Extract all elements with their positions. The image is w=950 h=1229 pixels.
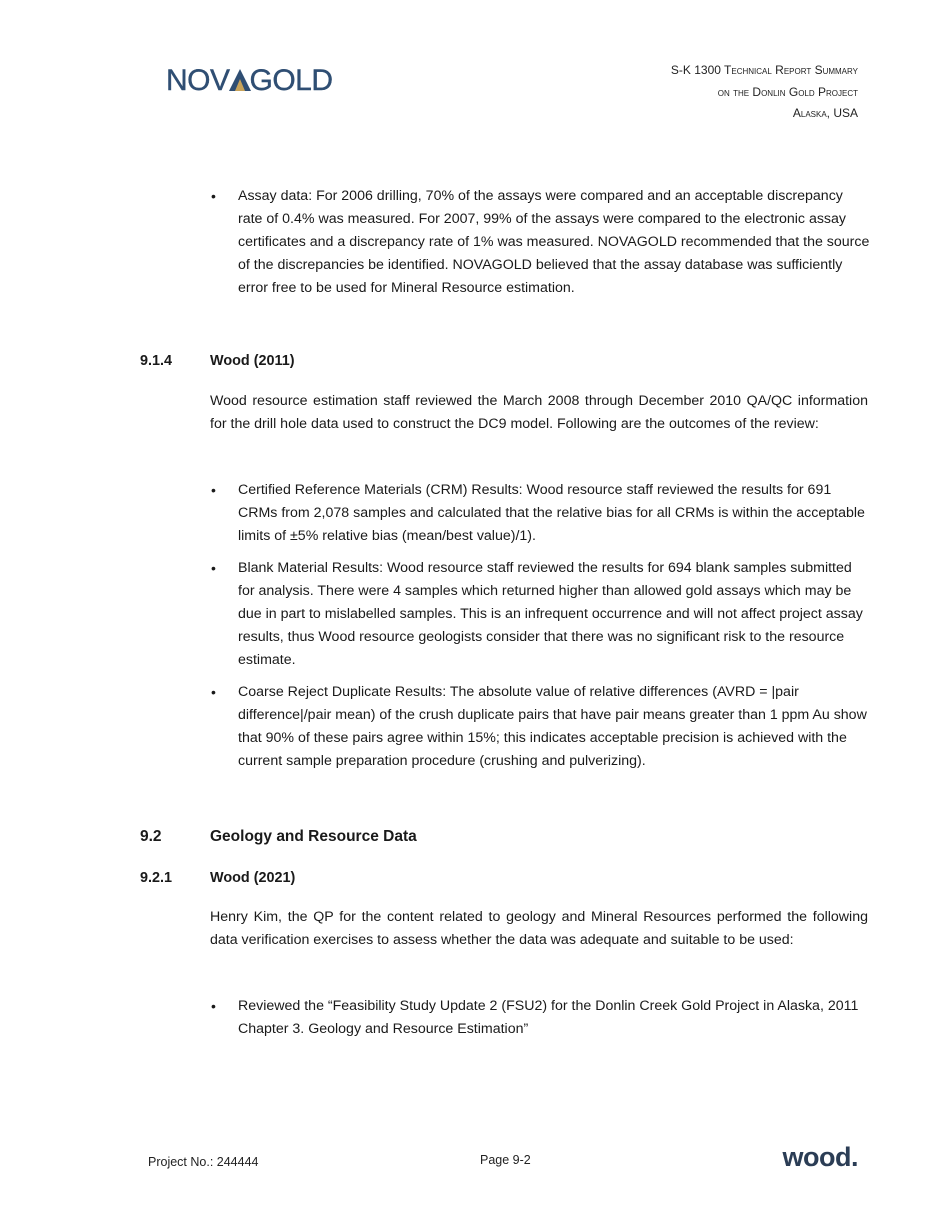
list-item: • Blank Material Results: Wood resource staff reviewed the results for 694 blank samples submitted for analysis. There were 4 samples which returned higher than allowed gold assays which may be due in part to mislabelled samples. This is an infrequent occurrence and will not affect project assay results, thus Wood resource geologists consider that there was no significant risk to the resource estimate. xyxy=(238,557,870,672)
paragraph-914-intro: Wood resource estimation staff reviewed the March 2008 through December 2010 QA/QC information for the drill hole data used to construct the DC9 model. Following are the outcomes of the review: xyxy=(210,393,868,432)
report-header xyxy=(671,60,858,125)
section-number: 9.1.4 xyxy=(140,353,173,369)
section-number: 9.2.1 xyxy=(140,870,173,886)
logo-text-right: GOLD xyxy=(249,64,333,97)
logo-text-left: NOV xyxy=(166,64,230,97)
list-item: • Certified Reference Materials (CRM) Results: Wood resource staff reviewed the results for 691 CRMs from 2,078 samples and calculated that the relative bias for all CRMs is within the acceptable limits of ±5% relative bias (mean/best value)/1). xyxy=(238,479,870,548)
list-item: • Coarse Reject Duplicate Results: The absolute value of relative differences (AVRD = |pair difference|/pair mean) of the crush duplicate pairs that have pair means greater than 1 ppm Au show that 90% of these pairs agree within 15%; this indicates acceptable precision is achieved with the current sample preparation procedure (crushing and pulverizing). xyxy=(238,681,870,773)
list-item: • Reviewed the “Feasibility Study Update 2 (FSU2) for the Donlin Creek Gold Project in Alaska, 2011 Chapter 3. Geology and Resource Estimation” xyxy=(238,995,870,1041)
report-title-line3: Alaska, USA xyxy=(792,106,858,120)
wood-2011-bullet-list xyxy=(238,479,870,782)
report-title-line2: on the Donlin Gold Project xyxy=(717,84,858,99)
assay-bullet-list xyxy=(238,185,870,309)
section-title: Geology and Resource Data xyxy=(210,828,417,845)
paragraph-921-intro: Henry Kim, the QP for the content related to geology and Mineral Resources performed the following data verification exercises to assess whether the data was adequate and suitable to be used: xyxy=(210,909,868,948)
wood-2021-bullet-list xyxy=(238,995,870,1050)
section-title: Wood (2011) xyxy=(210,353,295,369)
logo-triangle-icon xyxy=(229,69,251,91)
list-item: • Assay data: For 2006 drilling, 70% of the assays were compared and an acceptable discrepancy rate of 0.4% was measured. For 2007, 99% of the assays were compared to the electronic assay certificates and a discrepancy rate of 1% was measured. NOVAGOLD recommended that the source of the discrepancies be identified. NOVAGOLD believed that the assay database was sufficiently error free to be used for Mineral Resource estimation. xyxy=(238,185,870,300)
section-number: 9.2 xyxy=(140,828,162,845)
wood-logo: wood. xyxy=(782,1142,858,1172)
section-title: Wood (2021) xyxy=(210,870,296,886)
page-number: Page 9-2 xyxy=(480,1153,531,1167)
novagold-logo xyxy=(166,64,333,98)
project-number: Project No.: 244444 xyxy=(148,1155,259,1169)
report-title-line1: S-K 1300 Technical Report Summary xyxy=(670,63,858,77)
